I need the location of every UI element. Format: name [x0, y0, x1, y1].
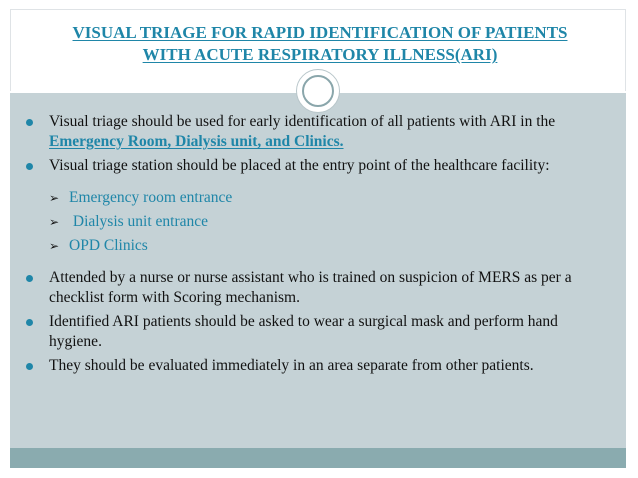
bullet-item — [23, 356, 613, 376]
arrow-bullet-icon: ➢ — [49, 191, 60, 205]
footer-bar — [10, 448, 626, 468]
bullet-item — [23, 156, 613, 176]
sub-list-item — [49, 236, 613, 256]
highlight-text: Emergency Room, Dialysis unit, and Clinics. — [49, 133, 344, 150]
bullet-text: Visual triage should be used for early identification of all patients with ARI in the — [49, 113, 556, 130]
slide-content — [23, 112, 613, 380]
bullet-dot-icon — [26, 119, 33, 126]
sub-item-text: Dialysis unit entrance — [69, 213, 209, 230]
sub-list-item — [49, 212, 613, 232]
bullet-dot-icon — [26, 163, 33, 170]
divider-circle-icon — [296, 69, 340, 113]
bullet-item — [23, 268, 613, 308]
bullet-item — [23, 112, 613, 152]
bullet-dot-icon — [26, 319, 33, 326]
title-line-2: WITH ACUTE RESPIRATORY ILLNESS(ARI) — [142, 45, 498, 64]
bullet-text: Identified ARI patients should be asked to wear a surgical mask and perform hand hygiene. — [49, 313, 558, 350]
bullet-text: They should be evaluated immediately in an area separate from other patients. — [49, 357, 534, 374]
bullet-text: Attended by a nurse or nurse assistant who is trained on suspicion of MERS as per a checklist form with Scoring mechanism. — [49, 269, 572, 306]
sub-item-text: OPD Clinics — [69, 237, 148, 254]
arrow-bullet-icon: ➢ — [49, 215, 60, 229]
arrow-bullet-icon: ➢ — [49, 239, 60, 253]
bullet-dot-icon — [26, 363, 33, 370]
bullet-item — [23, 312, 613, 352]
sub-item-text: Emergency room entrance — [69, 189, 233, 206]
sub-list — [49, 188, 613, 256]
bullet-dot-icon — [26, 275, 33, 282]
bullet-text: Visual triage station should be placed at the entry point of the healthcare facility: — [49, 157, 550, 174]
sub-list-item — [49, 188, 613, 208]
divider-circle-inner-icon — [302, 75, 334, 107]
title-line-1: VISUAL TRIAGE FOR RAPID IDENTIFICATION OF PATIENTS — [72, 23, 568, 42]
slide-title — [25, 22, 615, 66]
